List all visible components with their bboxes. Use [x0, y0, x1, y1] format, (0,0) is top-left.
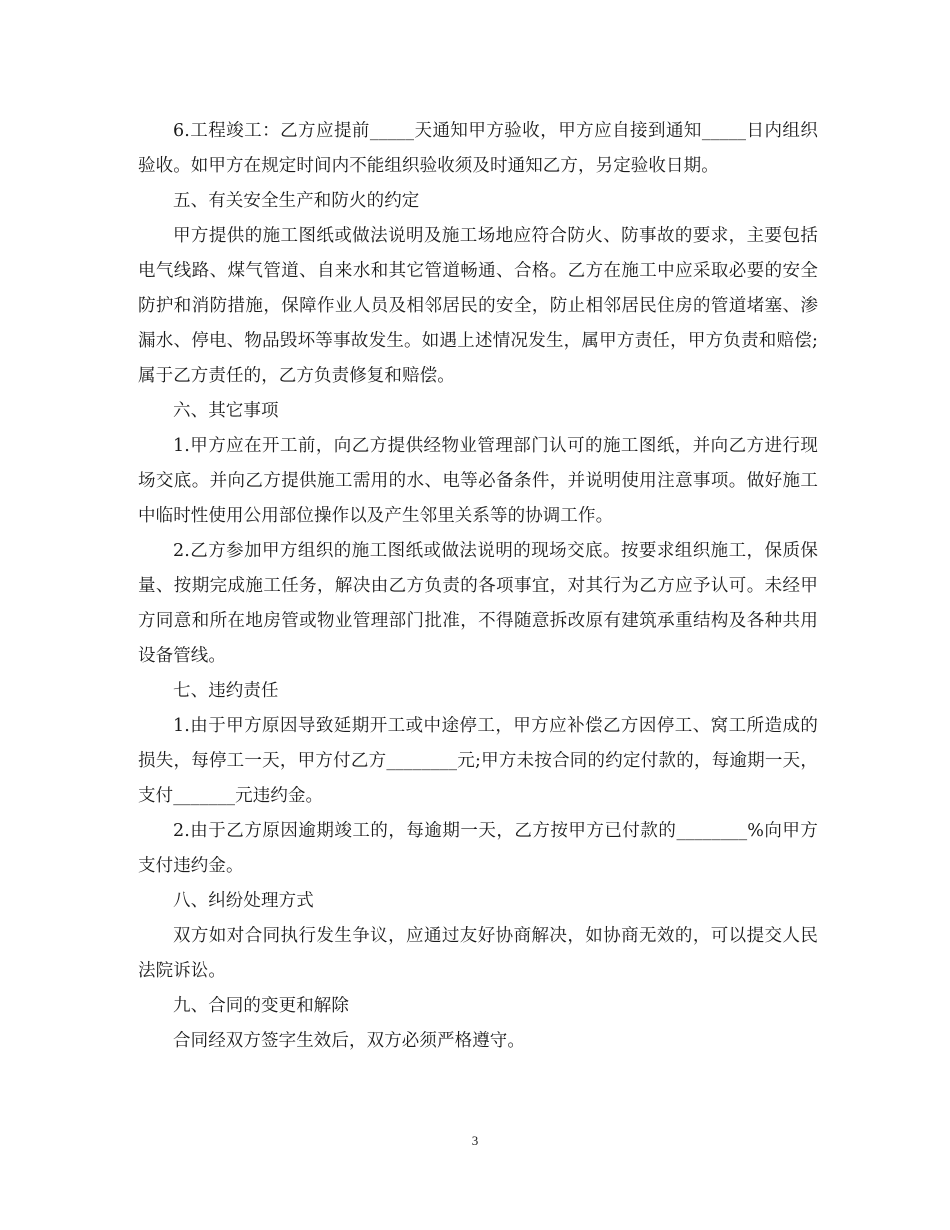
section-heading-liability: 七、违约责任: [173, 681, 279, 701]
section-heading-safety: 五、有关安全生产和防火的约定: [173, 191, 420, 211]
paragraph-liability-2: 2.由于乙方原因逾期竣工的，每逾期一天，乙方按甲方已付款的________%向甲方支付违约金。: [138, 821, 818, 876]
paragraph-safety: 甲方提供的施工图纸或做法说明及施工场地应符合防火、防事故的要求，主要包括电气线路、煤气管道、自来水和其它管道畅通、合格。乙方在施工中应采取必要的安全防护和消防措施，保障作业人员及相邻居民的安全，防止相邻居民住房的管道堵塞、渗漏水、停电、物品毁坏等事故发生。如遇上述情况发生，属甲方责任，甲方负责和赔偿;属于乙方责任的，乙方负责修复和赔偿。: [138, 226, 818, 386]
section-heading-amendment: 九、合同的变更和解除: [173, 996, 349, 1016]
paragraph-amendment: 合同经双方签字生效后，双方必须严格遵守。: [173, 1031, 525, 1051]
paragraph-other-2: 2.乙方参加甲方组织的施工图纸或做法说明的现场交底。按要求组织施工，保质保量、按期完成施工任务，解决由乙方负责的各项事宜，对其行为乙方应予认可。未经甲方同意和所在地房管或物业管理部门批准，不得随意拆改原有建筑承重结构及各种共用设备管线。: [138, 541, 818, 666]
paragraph-disputes: 双方如对合同执行发生争议，应通过友好协商解决，如协商无效的，可以提交人民法院诉讼。: [138, 926, 818, 981]
paragraph-completion: 6.工程竣工：乙方应提前_____天通知甲方验收，甲方应自接到通知_____日内组织验收。如甲方在规定时间内不能组织验收须及时通知乙方，另定验收日期。: [138, 121, 818, 176]
paragraph-other-1: 1.甲方应在开工前，向乙方提供经物业管理部门认可的施工图纸，并向乙方进行现场交底。并向乙方提供施工需用的水、电等必备条件，并说明使用注意事项。做好施工中临时性使用公用部位操作以及产生邻里关系等的协调工作。: [138, 436, 818, 526]
section-heading-other-matters: 六、其它事项: [173, 401, 279, 421]
section-heading-disputes: 八、纠纷处理方式: [173, 891, 314, 911]
document-body: [138, 114, 818, 1059]
paragraph-liability-1: 1.由于甲方原因导致延期开工或中途停工，甲方应补偿乙方因停工、窝工所造成的损失，每停工一天，甲方付乙方________元;甲方未按合同的约定付款的，每逾期一天，支付_______元违约金。: [138, 716, 818, 806]
page-number: 3: [471, 1133, 479, 1148]
